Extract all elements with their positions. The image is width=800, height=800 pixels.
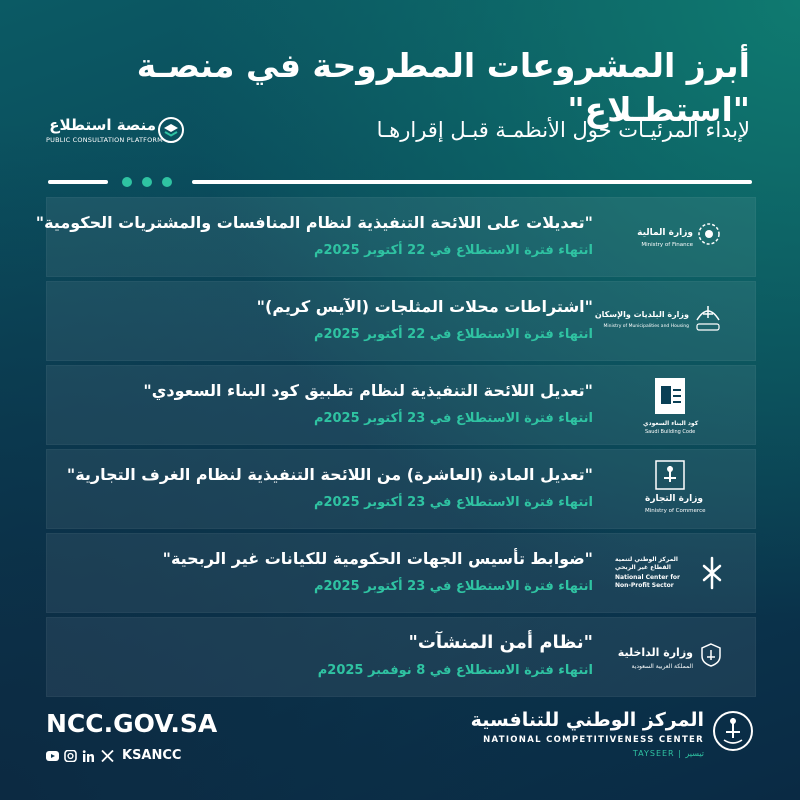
divider-dot [162, 177, 172, 187]
divider-dot [122, 177, 132, 187]
interior-emblem-icon [699, 642, 723, 668]
project-card [46, 365, 756, 445]
linkedin-icon[interactable] [82, 750, 95, 762]
project-date: انتهاء فترة الاستطلاع في 22 أكتوبر 2025م [313, 327, 593, 342]
ministry-housing-logo [594, 292, 725, 350]
ncnp-logo [615, 544, 725, 602]
project-card [46, 449, 756, 529]
project-title: "ضوابط تأسيس الجهات الحكومية للكيانات غير الربحية" [162, 549, 593, 568]
tayseer-label: TAYSEER | تيسير [632, 749, 704, 758]
platform-icon [158, 117, 184, 143]
project-date: انتهاء فترة الاستطلاع في 23 أكتوبر 2025م [313, 495, 593, 510]
footer-contact [46, 709, 246, 763]
social-handle[interactable]: KSANCC [122, 748, 182, 763]
ministry-name-ar: كود البناء السعودي [643, 420, 699, 427]
ministry-name-en: National Center for Non-Profit Sector [615, 574, 681, 589]
project-card [35, 197, 756, 277]
ministry-name-ar: وزارة الداخلية [617, 646, 693, 659]
page-title: أبرز المشروعات المطروحة في منصـة "استطـلاع" [136, 46, 750, 129]
ncc-emblem-icon [712, 710, 754, 752]
project-date: انتهاء فترة الاستطلاع في 23 أكتوبر 2025م [313, 411, 593, 426]
ministry-name-en: Saudi Building Code [645, 429, 696, 435]
project-title: "تعديل اللائحة التنفيذية لنظام تطبيق كود البناء السعودي" [143, 381, 593, 400]
ministry-name-en: Ministry of Finance [641, 242, 693, 248]
project-title: "تعديل المادة (العاشرة) من اللائحة التنفيذية لنظام الغرف التجارية" [66, 465, 593, 484]
project-date: انتهاء فترة الاستطلاع في 23 أكتوبر 2025م [313, 579, 593, 594]
ministry-name-en: Ministry of Municipalities and Housing [603, 324, 689, 329]
social-links [46, 748, 246, 764]
divider-dot [142, 177, 152, 187]
divider-right [192, 180, 752, 184]
youtube-icon[interactable] [46, 750, 59, 762]
ministry-name-en: المملكة العربية السعودية [631, 663, 693, 670]
project-title: "نظام أمن المنشآت" [408, 632, 593, 653]
building-code-icon [653, 376, 687, 416]
ncc-name-en: NATIONAL COMPETITIVENESS CENTER [483, 735, 704, 745]
project-card [46, 533, 756, 613]
ministry-name-ar: المركز الوطني لتنمية القطاع غير الربحي [615, 556, 678, 571]
ministry-finance-logo [615, 208, 725, 266]
project-date: انتهاء فترة الاستطلاع في 22 أكتوبر 2025م [313, 243, 593, 258]
ministry-commerce-logo [615, 460, 725, 518]
divider-left [48, 180, 108, 184]
project-card [46, 617, 756, 697]
page-subtitle: لإبداء المرئيـات حول الأنظمـة قبـل إقرارهـا [376, 118, 750, 142]
ncc-logo [454, 708, 754, 768]
website-link[interactable]: NCC.GOV.SA [46, 709, 218, 738]
commerce-emblem-icon [655, 460, 685, 490]
housing-emblem-icon [693, 300, 723, 334]
saudi-building-code-logo [615, 376, 725, 434]
ministry-name-ar: وزارة البلديات والإسكان [594, 310, 689, 319]
ministry-interior-logo [615, 628, 725, 686]
ncc-name-ar: المركز الوطني للتنافسية [470, 709, 704, 731]
project-date: انتهاء فترة الاستطلاع في 8 نوفمبر 2025م [317, 663, 593, 678]
project-card [46, 281, 756, 361]
ministry-name-en: Ministry of Commerce [645, 508, 706, 514]
project-title: "تعديلات على اللائحة التنفيذية لنظام المنافسات والمشتريات الحكومية" [35, 213, 593, 232]
platform-name-ar: منصة استطلاع [49, 116, 156, 134]
instagram-icon[interactable] [64, 750, 77, 762]
finance-emblem-icon [697, 222, 721, 246]
platform-logo [46, 116, 186, 150]
project-title: "اشتراطات محلات المثلجات (الآيس كريم)" [256, 297, 593, 316]
ministry-name-ar: وزارة المالية [637, 228, 693, 238]
ministry-name-ar: وزارة التجارة [645, 494, 703, 504]
ncnp-emblem-icon [701, 556, 723, 590]
x-twitter-icon[interactable] [101, 750, 114, 762]
platform-name-en: PUBLIC CONSULTATION PLATFORM [46, 136, 163, 144]
